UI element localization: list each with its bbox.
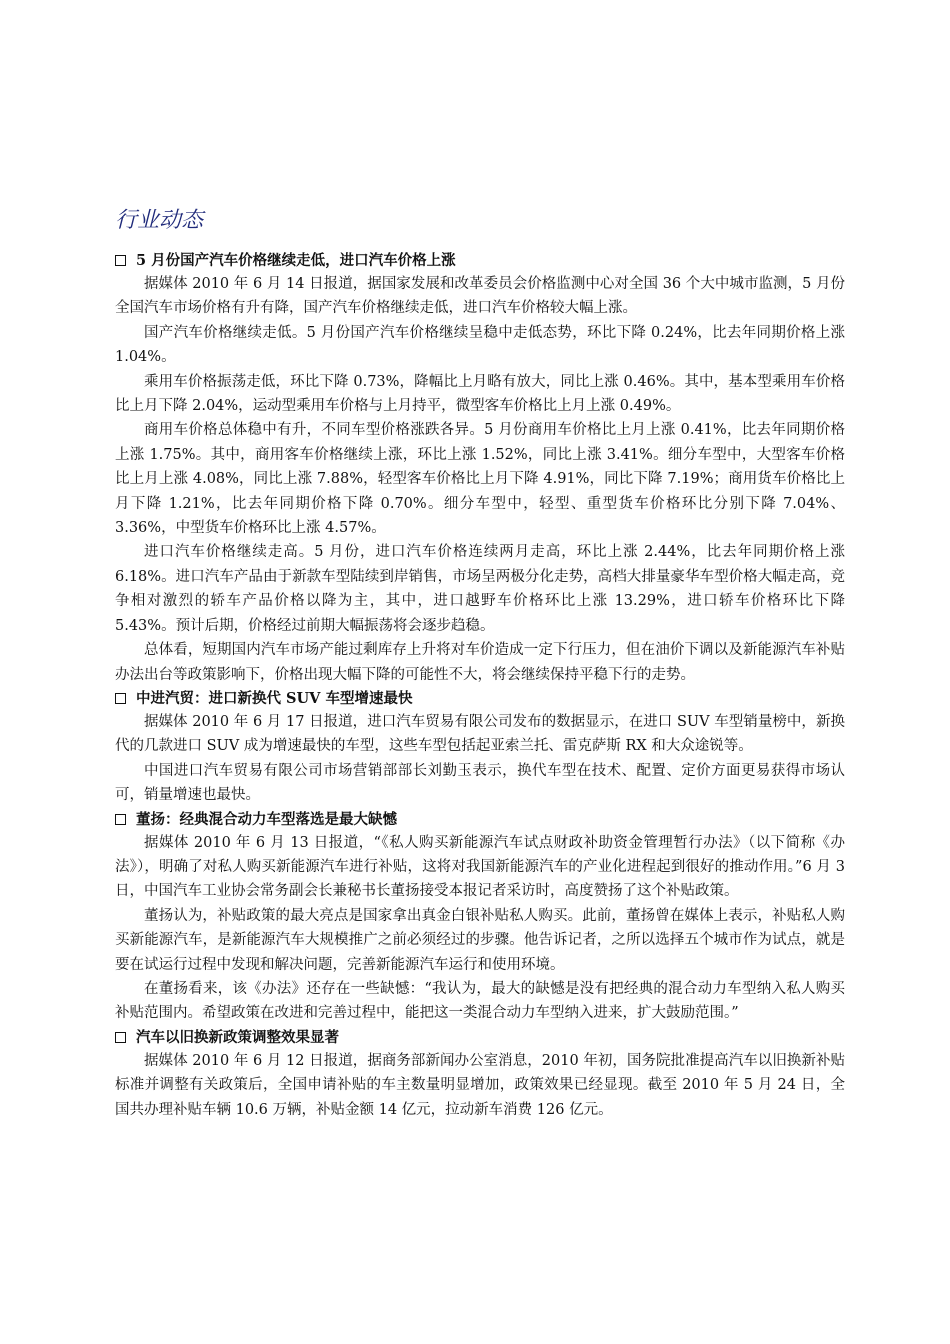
section-title: 行业动态 bbox=[115, 208, 204, 233]
article bbox=[115, 687, 845, 808]
article-heading-text: 董扬：经典混合动力车型落选是最大缺憾 bbox=[136, 810, 397, 828]
paragraph: 进口汽车价格继续走高。5 月份，进口汽车价格连续两月走高，环比上涨 2.44%，比去年同期价格上涨 6.18%。进口汽车产品由于新款车型陆续到岸销售，市场呈两极分化走势，高档大排量豪华车型价格大幅走高，竞争相对激烈的轿车产品价格以降为主，其中，进口越野车价格环比上涨 13.29%，进口轿车价格环比下降 5.43%。预计后期，价格经过前期大幅振荡将会逐步趋稳。 bbox=[115, 544, 845, 634]
article bbox=[115, 808, 845, 1026]
paragraph: 商用车价格总体稳中有升，不同车型价格涨跌各异。5 月份商用车价格比上月上涨 0.41%，比去年同期价格上涨 1.75%。其中，商用客车价格继续上涨，环比上涨 1.52%，同比上涨 3.41%。细分车型中，大型客车价格比上月上涨 4.08%，同比上涨 7.88%，轻型客车价格比上月下降 4.91%，同比下降 7.19%；商用货车价格比上月下降 1.21%，比去年同期价格下降 0.70%。细分车型中，轻型、重型货车价格环比分别下降 7.04%、3.36%，中型货车价格环比上涨 4.57%。 bbox=[115, 422, 845, 537]
paragraph: 总体看，短期国内汽车市场产能过剩库存上升将对车价造成一定下行压力，但在油价下调以及新能源汽车补贴办法出台等政策影响下，价格出现大幅下降的可能性不大，将会继续保持平稳下行的走势。 bbox=[115, 642, 845, 683]
paragraph: 据媒体 2010 年 6 月 17 日报道，进口汽车贸易有限公司发布的数据显示，在进口 SUV 车型销量榜中，新换代的几款进口 SUV 成为增速最快的车型，这些车型包括起亚索兰托、雷克萨斯 RX 和大众途锐等。 bbox=[115, 713, 845, 755]
paragraph: 国产汽车价格继续走低。5 月份国产汽车价格继续呈稳中走低态势，环比下降 0.24%，比去年同期价格上涨 1.04%。 bbox=[115, 324, 845, 366]
paragraph: 据媒体 2010 年 6 月 13 日报道，“《私人购买新能源汽车试点财政补助资金管理暂行办法》（以下简称《办法》），明确了对私人购买新能源汽车进行补贴，这将对我国新能源汽车的产业化进程起到很好的推动作用。”6 月 3 日，中国汽车工业协会常务副会长兼秘书长董扬接受本报记者采访时，高度赞扬了这个补贴政策。 bbox=[115, 834, 845, 900]
paragraph: 乘用车价格振荡走低，环比下降 0.73%，降幅比上月略有放大，同比上涨 0.46%。其中，基本型乘用车价格比上月下降 2.04%，运动型乘用车价格与上月持平，微型客车价格比上月上涨 0.49%。 bbox=[115, 373, 845, 415]
document-page bbox=[115, 205, 845, 1122]
article-heading bbox=[115, 1026, 845, 1049]
checkbox-icon bbox=[115, 1032, 126, 1043]
paragraph: 中国进口汽车贸易有限公司市场营销部部长刘勤玉表示，换代车型在技术、配置、定价方面更易获得市场认可，销量增速也最快。 bbox=[115, 762, 845, 804]
paragraph: 在董扬看来，该《办法》还存在一些缺憾：“我认为，最大的缺憾是没有把经典的混合动力车型纳入私人购买补贴范围内。希望政策在改进和完善过程中，能把这一类混合动力车型纳入进来，扩大鼓励范围。” bbox=[115, 980, 845, 1022]
article bbox=[115, 249, 845, 687]
article-heading-text: 5 月份国产汽车价格继续走低，进口汽车价格上涨 bbox=[136, 252, 456, 269]
article bbox=[115, 1026, 845, 1122]
checkbox-icon bbox=[115, 255, 126, 266]
article-heading-text: 中进汽贸：进口新换代 SUV 车型增速最快 bbox=[136, 689, 413, 707]
checkbox-icon bbox=[115, 814, 126, 825]
paragraph: 据媒体 2010 年 6 月 12 日报道，据商务部新闻办公室消息，2010 年初，国务院批准提高汽车以旧换新补贴标准并调整有关政策后，全国申请补贴的车主数量明显增加，政策效果已经显现。截至 2010 年 5 月 24 日，全国共办理补贴车辆 10.6 万辆，补贴金额 14 亿元，拉动新车消费 126 亿元。 bbox=[115, 1052, 845, 1118]
checkbox-icon bbox=[115, 693, 126, 704]
article-heading bbox=[115, 808, 845, 831]
article-heading-text: 汽车以旧换新政策调整效果显著 bbox=[136, 1028, 339, 1046]
paragraph: 董扬认为，补贴政策的最大亮点是国家拿出真金白银补贴私人购买。此前，董扬曾在媒体上表示，补贴私人购买新能源汽车，是新能源汽车大规模推广之前必须经过的步骤。他告诉记者，之所以选择五个城市作为试点，就是要在试运行过程中发现和解决问题，完善新能源汽车运行和使用环境。 bbox=[115, 907, 845, 973]
article-heading bbox=[115, 687, 845, 710]
paragraph: 据媒体 2010 年 6 月 14 日报道，据国家发展和改革委员会价格监测中心对全国 36 个大中城市监测，5 月份全国汽车市场价格有升有降，国产汽车价格继续走低，进口汽车价格较大幅上涨。 bbox=[115, 276, 845, 317]
article-heading bbox=[115, 249, 845, 272]
